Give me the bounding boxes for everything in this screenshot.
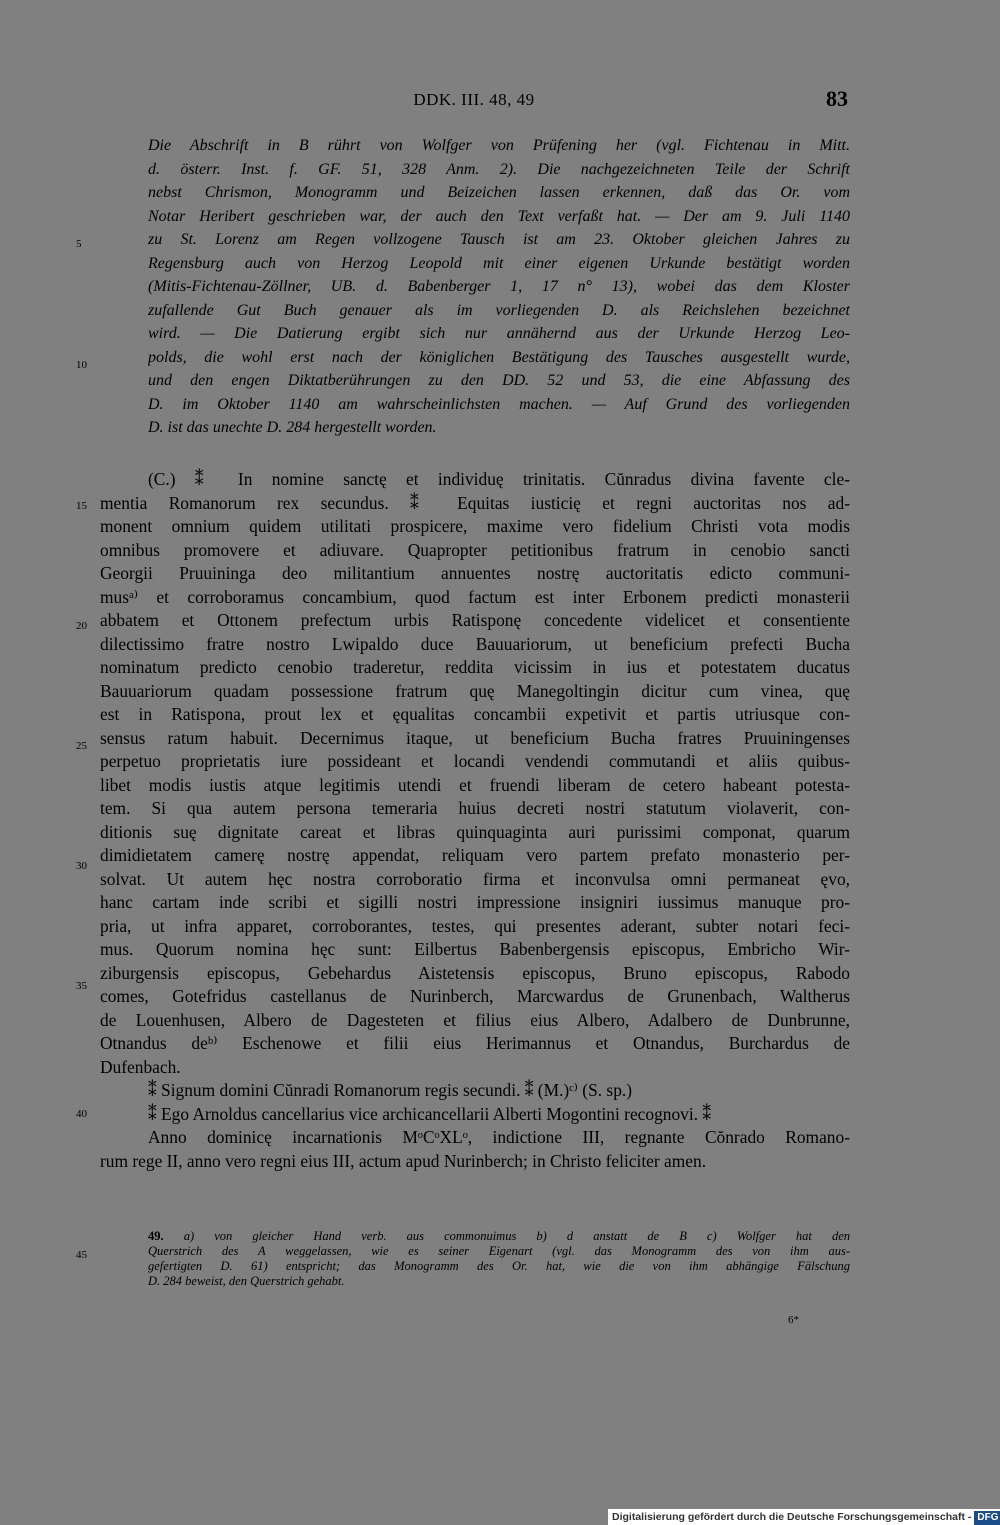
line-number: 35 — [76, 980, 87, 992]
footnote-line: Querstrich des A weggelassen, wie es seiner Eigenart (vgl. das Monogramm des von ihm aus- — [148, 1244, 850, 1258]
dating-line: rum rege II, anno vero regni eius III, actum apud Nurinberch; in Christo feliciter amen. — [100, 1150, 707, 1171]
signature-mark: 6* — [788, 1314, 799, 1326]
body-line: (C.) ⁑ In nomine sanctę et individuę trinitatis. Cŭnradus divina favente cle- — [148, 469, 850, 489]
body-line: hanc cartam inde scribi et sigilli nostri impressione insigniri iussimus manuque pro- — [100, 892, 850, 912]
body-line: ditionis suę dignitate careat et libras quinquaginta auri purissimi componat, quarum — [100, 821, 850, 842]
body-line: libet modis iustis atque legitimis utendi et fruendi liberam de cetero habeant potesta- — [100, 774, 850, 795]
footnote-line: D. 284 beweist, den Querstrich gehabt. — [148, 1274, 345, 1288]
body-line: ziburgensis episcopus, Gebehardus Aistetensis episcopus, Bruno episcopus, Rabodo — [100, 962, 850, 983]
body-line: Otnandus deᵇ⁾ Eschenowe et filii eius Herimannus et Otnandus, Burchardus de — [100, 1033, 850, 1053]
intro-line: zu St. Lorenz am Regen vollzogene Tausch ist am 23. Oktober gleichen Jahres zu — [148, 231, 850, 248]
line-number: 10 — [76, 359, 87, 371]
body-line: musᵃ⁾ et corroboramus concambium, quod factum est inter Erbonem predicti monasterii — [100, 586, 850, 607]
page-number: 83 — [826, 86, 848, 111]
body-line: sensus ratum habuit. Decernimus itaque, ut beneficium Bucha fratres Pruuiningenses — [100, 727, 850, 748]
intro-line: D. ist das unechte D. 284 hergestellt worden. — [148, 419, 437, 436]
line-number: 45 — [76, 1249, 87, 1261]
body-line: pria, ut infra apparet, corroborantes, testes, qui presentes aderant, subter notari feci- — [100, 915, 850, 936]
body-line: dilectissimo fratre nostro Lwipaldo duce Bauuariorum, ut beneficium prefecti Bucha — [100, 633, 850, 654]
body-line: Georgii Pruuininga deo militantium annuentes nostrę auctoritatis edicto communi- — [100, 563, 850, 583]
charter-text — [100, 468, 850, 1173]
dating-line: Anno dominicę incarnationis MᵒCᵒXLᵒ, indictione III, regnante Cŏnrado Romano- — [148, 1127, 850, 1147]
page-header — [100, 86, 848, 116]
footnote-text: a) von gleicher Hand verb. aus commonuimus b) d anstatt de B c) Wolfger hat den — [183, 1229, 850, 1243]
body-line: Dufenbach. — [100, 1056, 181, 1077]
line-number: 20 — [76, 620, 87, 632]
line-number: 15 — [76, 500, 87, 512]
signum-line: ⁑ Signum domini Cŭnradi Romanorum regis secundi. ⁑ (M.)ᶜ⁾ (S. sp.) — [148, 1080, 633, 1100]
intro-line: (Mitis-Fichtenau-Zöllner, UB. d. Babenberger 1, 17 n° 13), wobei das dem Kloster — [148, 278, 850, 295]
line-number: 40 — [76, 1108, 87, 1120]
body-line: dimidietatem camerę nostrę appendat, reliquam vero partem prefato monasterio per- — [100, 845, 850, 865]
footnote-number: 49. — [148, 1229, 164, 1243]
intro-line: polds, die wohl erst nach der königlichen Bestätigung des Tausches ausgestellt wurde, — [148, 348, 850, 366]
intro-line: d. österr. Inst. f. GF. 51, 328 Anm. 2). Die nachgezeichneten Teile der Schrift — [148, 160, 850, 178]
body-line: solvat. Ut autem hęc nostra corroboratio firma et inconvulsa omni permaneat ęvo, — [100, 868, 850, 889]
body-line: tem. Si qua autem persona temeraria huius decreti nostri statutum violaverit, con- — [100, 798, 850, 818]
body-line: abbatem et Ottonem prefectum urbis Ratisponę concedente videlicet et consentiente — [100, 610, 850, 630]
body-line: mus. Quorum nomina hęc sunt: Eilbertus Babenbergensis episcopus, Embricho Wir- — [100, 939, 850, 959]
body-line: de Louenhusen, Albero de Dagesteten et filius eius Albero, Adalbero de Dunbrunne, — [100, 1009, 850, 1030]
body-line: omnibus promovere et adiuvare. Quapropter petitionibus fratrum in cenobio sancti — [100, 539, 850, 560]
intro-line: Regensburg auch von Herzog Leopold mit einer eigenen Urkunde bestätigt worden — [148, 254, 850, 272]
footer-text: Digitalisierung gefördert durch die Deutsche Forschungsgemeinschaft - — [612, 1511, 972, 1523]
line-number: 5 — [76, 238, 82, 250]
intro-line: Die Abschrift in B rührt von Wolfger von Prüfening her (vgl. Fichtenau in Mitt. — [148, 137, 850, 154]
funding-footer — [608, 1509, 1000, 1525]
body-line: perpetuo proprietatis iure possideant et locandi vendendi commutandi et aliis quibus- — [100, 751, 850, 771]
recognition-line: ⁑ Ego Arnoldus cancellarius vice archicancellarii Alberti Mogontini recognovi. ⁑ — [148, 1103, 712, 1124]
dfg-logo: DFG — [974, 1511, 1000, 1525]
intro-line: zufallende Gut Buch genauer als im vorliegenden D. als Reichslehen bezeichnet — [148, 301, 850, 319]
footnote-line: gefertigten D. 61) entspricht; das Monogramm des Or. hat, wie die von ihm abhängige Fälschung — [148, 1259, 850, 1273]
intro-line: und den engen Diktatberührungen zu den DD. 52 und 53, die eine Abfassung des — [148, 372, 850, 389]
body-line: est in Ratispona, prout lex et ęqualitas concambii expetivit et partis utriusque con- — [100, 704, 850, 724]
intro-line: Notar Heribert geschrieben war, der auch den Text verfaßt hat. — Der am 9. Juli 1140 — [148, 207, 850, 225]
body-line: nominatum predicto cenobio traderetur, reddita vicissim in ius et potestatem ducatus — [100, 657, 850, 677]
intro-commentary — [148, 134, 850, 440]
intro-line: wird. — Die Datierung ergibt sich nur annähernd aus der Urkunde Herzog Leo- — [148, 325, 850, 342]
line-number: 30 — [76, 860, 87, 872]
line-number: 25 — [76, 740, 87, 752]
intro-line: D. im Oktober 1140 am wahrscheinlichsten machen. — Auf Grund des vorliegenden — [148, 395, 850, 413]
body-line: Bauuariorum quadam possessione fratrum quę Manegoltingin dicitur cum vinea, quę — [100, 680, 850, 701]
footnote-line — [148, 1229, 850, 1244]
running-title: DDK. III. 48, 49 — [413, 90, 535, 109]
footnotes — [148, 1229, 850, 1289]
body-line: comes, Gotefridus castellanus de Nurinberch, Marcwardus de Grunenbach, Waltherus — [100, 986, 850, 1006]
body-line: mentia Romanorum rex secundus. ⁑ Equitas iusticię et regni auctoritas nos ad- — [100, 492, 850, 513]
body-line: monent omnium quidem utilitati prospicere, maxime vero fidelium Christi vota modis — [100, 516, 850, 536]
intro-line: nebst Chrismon, Monogramm und Beizeichen lassen erkennen, daß das Or. vom — [148, 184, 850, 201]
